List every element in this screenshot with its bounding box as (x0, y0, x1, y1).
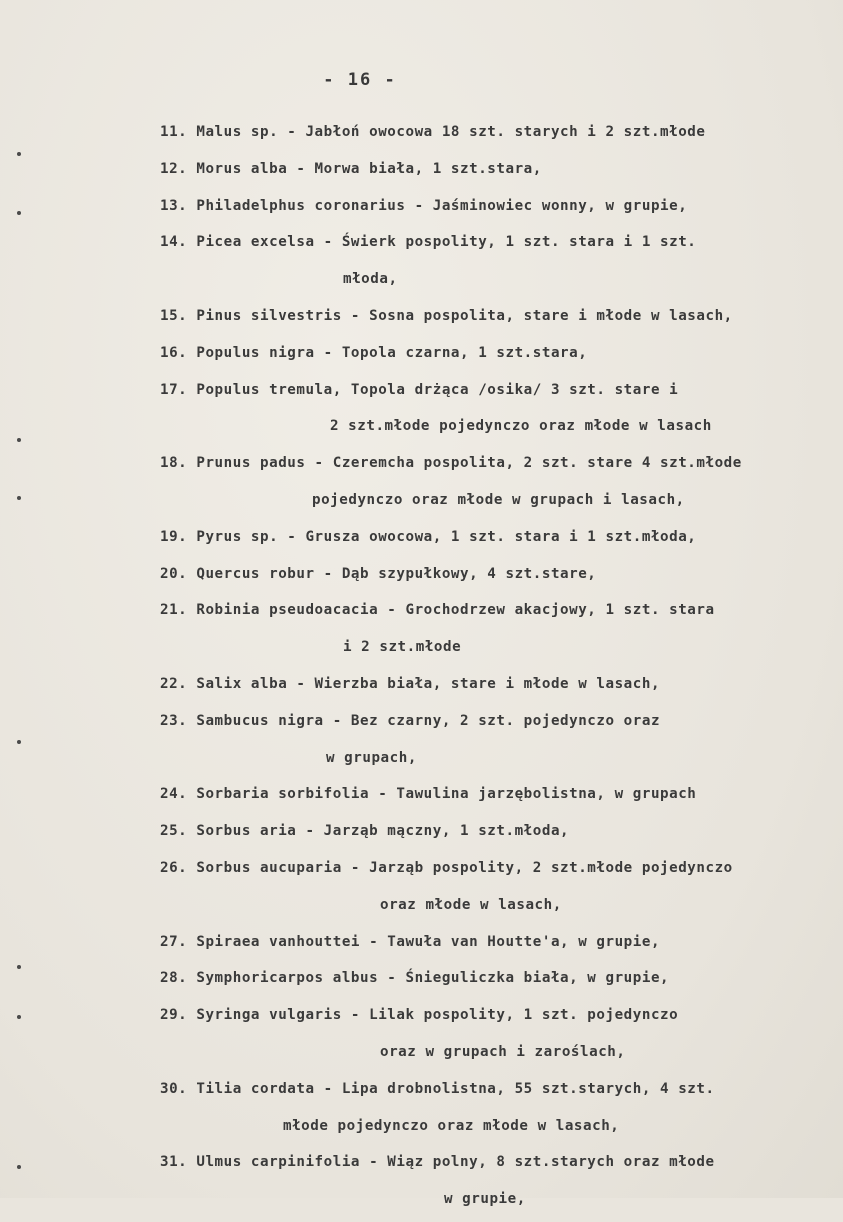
list-item (0, 780, 843, 817)
list-item-text: 13. Philadelphus coronarius - Jaśminowiec wonny, w grupie, (160, 197, 688, 214)
list-item (0, 449, 843, 486)
list-item-text: 2 szt.młode pojedynczo oraz młode w lasach (330, 418, 712, 435)
list-item-continuation (0, 486, 843, 523)
list-item (0, 118, 843, 155)
list-item-text: 12. Morus alba - Morwa biała, 1 szt.stara, (160, 160, 542, 177)
list-item-text: 18. Prunus padus - Czeremcha pospolita, 2 szt. stare 4 szt.młode (160, 455, 742, 472)
list-item-text: w grupie, (444, 1191, 526, 1208)
list-item (0, 1148, 843, 1185)
list-item (0, 560, 843, 597)
list-item-continuation (0, 1112, 843, 1149)
list-item-text: 29. Syringa vulgaris - Lilak pospolity, 1 szt. pojedynczo (160, 1007, 679, 1024)
list-item-text: 14. Picea excelsa - Świerk pospolity, 1 szt. stara i 1 szt. (160, 234, 697, 251)
list-item-text: i 2 szt.młode (343, 639, 462, 656)
list-item (0, 817, 843, 854)
list-item-text: 15. Pinus silvestris - Sosna pospolita, stare i młode w lasach, (160, 307, 733, 324)
list-item (0, 302, 843, 339)
list-item (0, 1075, 843, 1112)
list-item-continuation (0, 265, 843, 302)
list-item-text: 27. Spiraea vanhouttei - Tawuła van Houtte'a, w grupie, (160, 933, 661, 950)
list-item-text: 16. Populus nigra - Topola czarna, 1 szt.stara, (160, 344, 588, 361)
list-item-text: oraz młode w lasach, (380, 896, 562, 913)
list-item-text: 28. Symphoricarpos albus - Śnieguliczka biała, w grupie, (160, 970, 670, 987)
list-item-text: 21. Robinia pseudoacacia - Grochodrzew akacjowy, 1 szt. stara (160, 602, 715, 619)
list-item (0, 596, 843, 633)
list-item (0, 1001, 843, 1038)
species-list (0, 118, 843, 1222)
list-item-text: w grupach, (326, 749, 417, 766)
list-item-text: 23. Sambucus nigra - Bez czarny, 2 szt. pojedynczo oraz (160, 712, 661, 729)
list-item-text: młode pojedynczo oraz młode w lasach, (283, 1117, 620, 1134)
list-item (0, 964, 843, 1001)
list-item-continuation (0, 744, 843, 781)
list-item-text: pojedynczo oraz młode w grupach i lasach, (312, 491, 685, 508)
list-item-text: 30. Tilia cordata - Lipa drobnolistna, 55 szt.starych, 4 szt. (160, 1080, 715, 1097)
list-item (0, 339, 843, 376)
list-item-text: młoda, (343, 271, 398, 288)
list-item (0, 707, 843, 744)
list-item-continuation (0, 1185, 843, 1222)
list-item (0, 228, 843, 265)
list-item-text: 26. Sorbus aucuparia - Jarząb pospolity, 2 szt.młode pojedynczo (160, 859, 733, 876)
list-item-text: 17. Populus tremula, Topola drżąca /osika/ 3 szt. stare i (160, 381, 679, 398)
list-item-text: 25. Sorbus aria - Jarząb mączny, 1 szt.młoda, (160, 823, 570, 840)
list-item-continuation (0, 1038, 843, 1075)
list-item-text: oraz w grupach i zaroślach, (380, 1043, 626, 1060)
list-item-text: 20. Quercus robur - Dąb szypułkowy, 4 szt.stare, (160, 565, 597, 582)
list-item (0, 155, 843, 192)
list-item (0, 192, 843, 229)
list-item-text: 31. Ulmus carpinifolia - Wiąz polny, 8 szt.starych oraz młode (160, 1154, 715, 1171)
page-number: - 16 - (323, 70, 397, 90)
list-item (0, 523, 843, 560)
list-item (0, 928, 843, 965)
list-item-continuation (0, 412, 843, 449)
list-item-continuation (0, 891, 843, 928)
list-item (0, 670, 843, 707)
list-item-text: 24. Sorbaria sorbifolia - Tawulina jarzębolistna, w grupach (160, 786, 697, 803)
list-item-continuation (0, 633, 843, 670)
list-item (0, 376, 843, 413)
list-item-text: 19. Pyrus sp. - Grusza owocowa, 1 szt. stara i 1 szt.młoda, (160, 528, 697, 545)
list-item (0, 854, 843, 891)
list-item-text: 11. Malus sp. - Jabłoń owocowa 18 szt. starych i 2 szt.młode (160, 124, 706, 140)
list-item-text: 22. Salix alba - Wierzba biała, stare i młode w lasach, (160, 675, 661, 692)
